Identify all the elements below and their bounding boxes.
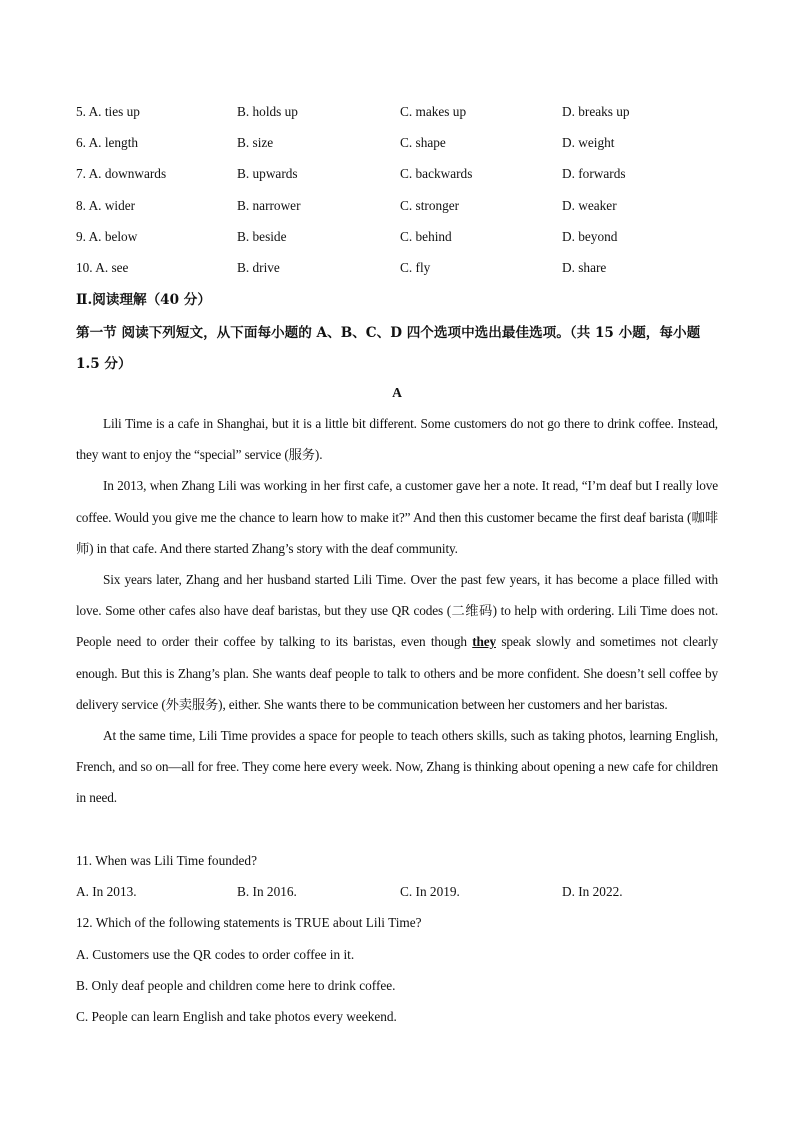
- option-8d: D. weaker: [562, 197, 617, 213]
- option-row-9: [76, 226, 736, 257]
- paragraph-3-text-before: Six years later, Zhang and her husband started Lili Time. Over the past few years, it has become a place filled with love. Some other cafes also have deaf baristas, but they use QR codes (二维码) to help with ordering. Lili Time does not. People need to order their coffee by talking to its baristas, even though: [76, 572, 718, 650]
- option-row-5: [76, 101, 736, 132]
- option-row-8: [76, 195, 736, 226]
- option-9d: D. beyond: [562, 228, 618, 244]
- option-8c: C. stronger: [400, 197, 460, 213]
- paragraph-3-text-after: speak slowly and sometimes not clearly enough. But this is Zhang’s plan. She wants deaf people to talk to others and be more confident. She doesn’t sell coffee by delivery service (外卖服务), either. She wants there to be communication between her customers and her baristas.: [76, 634, 718, 712]
- section-title: Ⅱ.阅读理解（40 分）: [76, 292, 211, 308]
- option-6b: B. size: [237, 135, 274, 151]
- underlined-word: they: [472, 634, 496, 650]
- option-5b: B. holds up: [237, 104, 298, 119]
- question-11-option-a: A. In 2013.: [76, 884, 137, 900]
- option-9b: B. beside: [237, 228, 287, 244]
- passage-letter: A: [392, 385, 402, 400]
- question-11-option-d: D. In 2022.: [562, 884, 623, 900]
- question-12-stem: 12. Which of the following statements is TRUE about Lili Time?: [76, 915, 422, 931]
- question-11-option-c: C. In 2019.: [400, 884, 460, 900]
- option-10d: D. share: [562, 259, 607, 275]
- option-7d: D. forwards: [562, 166, 626, 182]
- option-7a: 7. A. downwards: [76, 166, 167, 182]
- question-11-stem: 11. When was Lili Time founded?: [76, 853, 257, 868]
- question-11-option-b: B. In 2016.: [237, 884, 297, 900]
- option-10a: 10. A. see: [76, 259, 129, 275]
- passage-paragraph-3: [76, 564, 718, 720]
- option-7c: C. backwards: [400, 166, 473, 182]
- option-6d: D. weight: [562, 135, 615, 151]
- option-6a: 6. A. length: [76, 135, 139, 151]
- option-7b: B. upwards: [237, 166, 298, 182]
- option-5c: C. makes up: [400, 104, 467, 119]
- reading-passage: [76, 408, 718, 814]
- question-12-option-c: C. People can learn English and take photos every weekend.: [76, 1008, 397, 1024]
- option-6c: C. shape: [400, 135, 446, 151]
- option-8b: B. narrower: [237, 197, 301, 213]
- option-5d: D. breaks up: [562, 104, 630, 119]
- question-11-options: [76, 876, 736, 907]
- option-row-6: [76, 132, 736, 163]
- question-12-option-b: B. Only deaf people and children come here to drink coffee.: [76, 977, 396, 993]
- passage-paragraph-4: At the same time, Lili Time provides a space for people to teach others skills, such as taking photos, learning English, French, and so on—all for free. They come here every week. Now, Zhang is thinking about opening a new cafe for children in need.: [76, 728, 718, 806]
- option-10c: C. fly: [400, 259, 431, 275]
- questions: [76, 845, 736, 1032]
- option-9a: 9. A. below: [76, 228, 138, 244]
- option-10b: B. drive: [237, 259, 280, 275]
- option-5a: 5. A. ties up: [76, 104, 140, 119]
- cloze-options: [76, 101, 736, 288]
- option-row-7: [76, 163, 736, 194]
- passage-paragraph-1: Lili Time is a cafe in Shanghai, but it is a little bit different. Some customers do not go there to drink coffee. Instead, they want to enjoy the “special” service (服务).: [76, 416, 718, 463]
- section-instruction: 第一节 阅读下列短文，从下面每小题的 A、B、C、D 四个选项中选出最佳选项。（共 15 小题，每小题 1.5 分）: [76, 325, 701, 372]
- option-9c: C. behind: [400, 228, 452, 244]
- option-8a: 8. A. wider: [76, 197, 136, 213]
- question-12-option-a: A. Customers use the QR codes to order coffee in it.: [76, 946, 355, 962]
- passage-paragraph-2: In 2013, when Zhang Lili was working in her first cafe, a customer gave her a note. It read, “I’m deaf but I really love coffee. Would you give me the chance to learn how to make it?” And then this customer became the first deaf barista (咖啡师) in that cafe. And there started Zhang’s story with the deaf community.: [76, 478, 718, 556]
- option-row-10: [76, 257, 736, 288]
